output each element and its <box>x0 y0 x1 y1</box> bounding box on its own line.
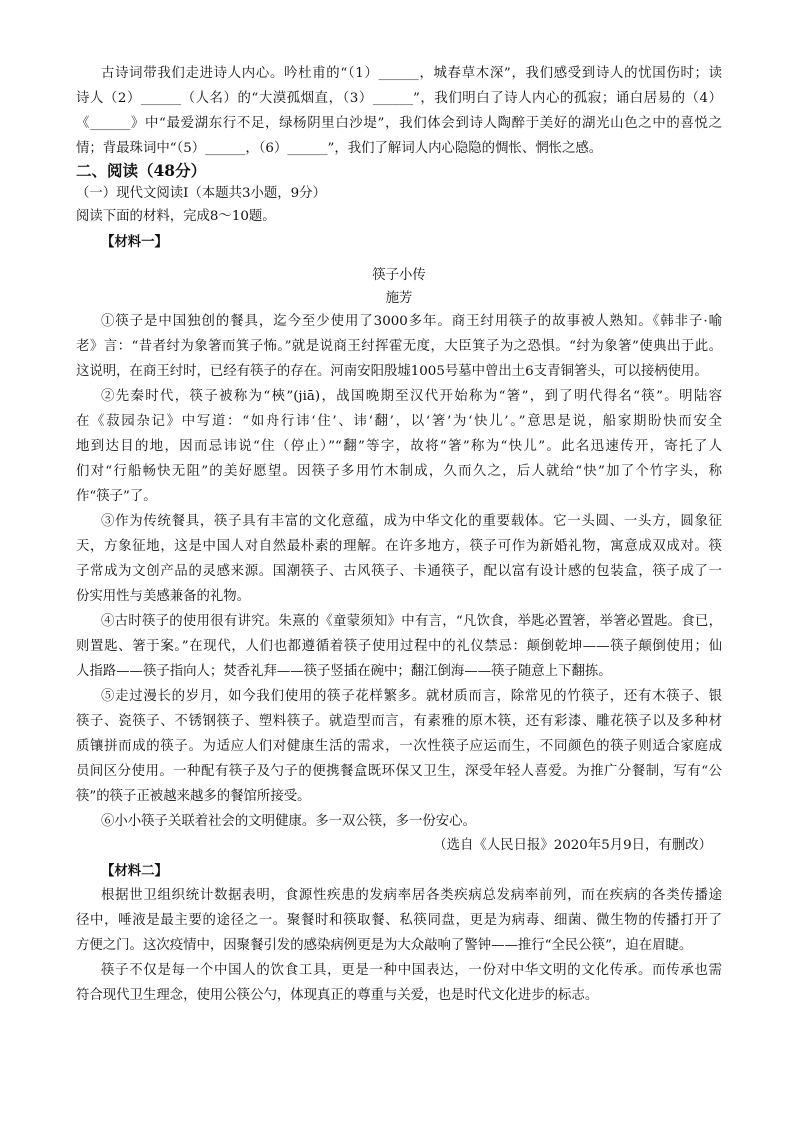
intro-line: 情；背最珠词中“（5）______，（6）______”，我们了解词人内心隐隐的惆怅、惘怅之感。 <box>76 141 603 156</box>
intro-line: 《______》中“最爱湖东行不足，绿杨阴里白沙堤”，我们体会到诗人陶醉于美好的湖光山色之中的喜悦之 <box>76 116 722 131</box>
article-title: 筷子小传 <box>372 268 426 283</box>
paragraph-line: 份实用性与美感兼备的礼物。 <box>76 589 251 604</box>
paragraph-line: 质镶拼而成的筷子。为适应人们对健康生活的需求，一次性筷子应运而生，不同颜色的筷子则适合家庭成 <box>76 739 722 754</box>
paragraph-line: 子常成为文创产品的灵感来源。国潮筷子、古风筷子、卡通筷子，配以富有设计感的包装盒，筷子成了一 <box>76 564 722 579</box>
paragraph-line: 员间区分使用。一种配有筷子及勺子的便携餐盒既环保又卫生，深受年轻人喜爱。为推广分餐制，写有“公 <box>76 764 722 779</box>
paragraph-line: ⑥小小筷子关联着社会的文明健康。多一双公筷，多一份安心。 <box>101 814 476 829</box>
section-heading: 二、阅读（48分） <box>76 161 207 180</box>
section-subheading: （一）现代文阅读Ⅰ（本题共3小题，9分） <box>76 186 326 201</box>
paragraph-line: 这说明，在商王纣时，已经有筷子的存在。河南安阳殷墟1005号墓中曾出土6支青铜箸头，可以接柄使用。 <box>76 364 708 379</box>
paragraph-line: 径中，唾液是最主要的途径之一。聚餐时和筷取餐、私筷同盘，更是为病毒、细菌、微生物的传播打开了 <box>76 913 722 928</box>
paragraph-line: 作“筷子”了。 <box>76 489 157 504</box>
paragraph-line: 地到达目的地，因而忌讳说“住（停止）”“翻”等字，故将“箸”称为“快儿”。此名迅速传开，寄托了人 <box>76 439 722 454</box>
paragraph-line: 则置匙、箸于案。”在现代，人们也都遵循着筷子使用过程中的礼仪禁忌：颠倒乾坤——筷子颠倒使用；仙 <box>76 639 722 654</box>
intro-line: 古诗词带我们走进诗人内心。吟杜甫的“（1）______，城春草木深”，我们感受到诗人的忧国伤时；读 <box>101 66 722 81</box>
paragraph-line: ①筷子是中国独创的餐具，迄今至少使用了3000多年。商王纣用筷子的故事被人熟知。《韩非子·喻 <box>101 314 722 329</box>
article-author: 施芳 <box>385 291 413 306</box>
paragraph-line: 符合现代卫生理念，使用公筷公勺，体现真正的尊重与关爱，也是时代文化进步的标志。 <box>76 988 599 1003</box>
paragraph-line: ③作为传统餐具，筷子具有丰富的文化意蕴，成为中华文化的重要载体。它一头圆、一头方，圆象征 <box>101 514 722 529</box>
paragraph-line: 筷子、瓷筷子、不锈钢筷子、塑料筷子。就造型而言，有素雅的原木筷，还有彩漆、雕花筷子以及多种材 <box>76 714 722 729</box>
paragraph-line: 们对“行船畅快无阻”的美好愿望。因筷子多用竹木制成，久而久之，后人就给“快”加了个竹字头，称 <box>76 464 722 479</box>
paragraph-line: ②先秦时代，筷子被称为“梜”(jiā)，战国晚期至汉代开始称为“箸”，到了明代得名“筷”。明陆容 <box>101 389 722 404</box>
paragraph-line: 在《菽园杂记》中写道：“如舟行讳‘住’、讳‘翻’，以‘箸’为‘快儿’。”意思是说，船家期盼快而安全 <box>76 414 722 429</box>
intro-line: 诗人（2）______（人名）的“大漠孤烟直，（3）______”，我们明白了诗人内心的孤寂；诵白居易的（4） <box>76 91 722 106</box>
source-citation: （选自《人民日报》2020年5月9日，有删改） <box>433 838 712 853</box>
paragraph-line: 筷子不仅是每一个中国人的饮食工具，更是一种中国表达，一份对中华文明的文化传承。而传承也需 <box>101 963 722 978</box>
material-two-label: 【材料二】 <box>101 863 168 879</box>
paragraph-line: 老》言：“昔者纣为象箸而箕子怖。”就是说商王纣挥霍无度，大臣箕子为之恐惧。“纣为象箸”使典出于此。 <box>76 339 722 354</box>
paragraph-line: 根据世卫组织统计数据表明，食源性疾患的发病率居各类疾病总发病率前列，而在疾病的各类传播途 <box>101 888 722 903</box>
paragraph-line: 天，方象征地，这是中国人对自然最朴素的理解。在许多地方，筷子可作为新婚礼物，寓意成双成对。筷 <box>76 539 722 554</box>
paragraph-line: 筷”的筷子正被越来越多的餐馆所接受。 <box>76 789 311 804</box>
paragraph-line: 方便之门。这次疫情中，因聚餐引发的感染病例更是为大众敲响了警钟——推行“全民公筷”，迫在眉睫。 <box>76 938 693 953</box>
paragraph-line: ⑤走过漫长的岁月，如今我们使用的筷子花样繁多。就材质而言，除常见的竹筷子，还有木筷子、银 <box>101 689 722 704</box>
material-one-label: 【材料一】 <box>101 234 168 250</box>
instruction: 阅读下面的材料，完成8～10题。 <box>76 209 276 224</box>
paragraph-line: ④古时筷子的使用很有讲究。朱熹的《童蒙须知》中有言，“凡饮食，举匙必置箸，举箸必置匙。食已， <box>101 614 722 629</box>
paragraph-line: 人指路——筷子指向人；焚香礼拜——筷子竖插在碗中；翻江倒海——筷子随意上下翻拣。 <box>76 664 612 679</box>
